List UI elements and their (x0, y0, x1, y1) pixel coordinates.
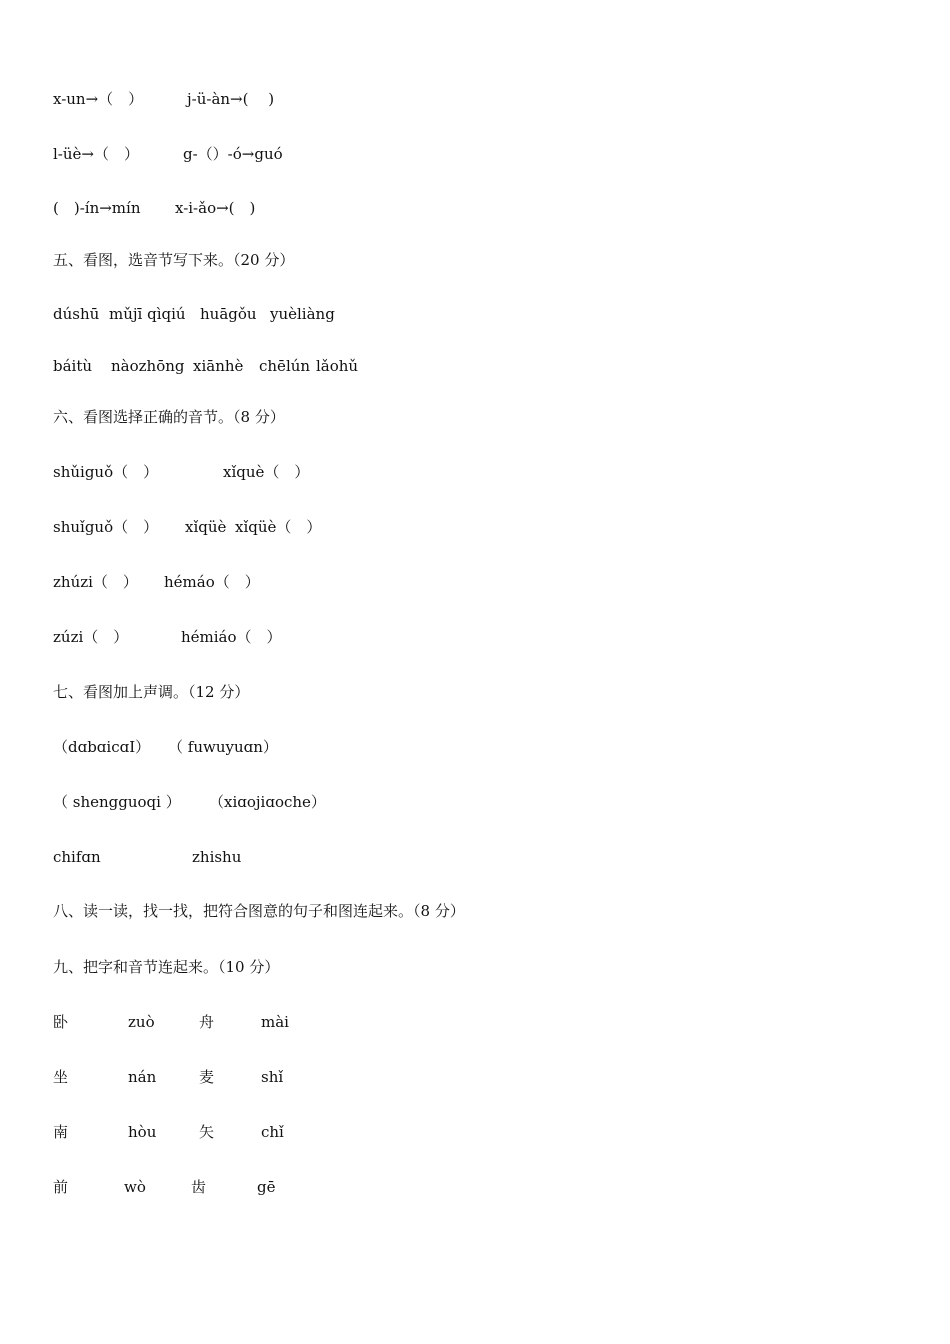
choice-item: shuǐguǒ（ ） (53, 518, 159, 536)
hanzi-char: 前 (53, 1178, 69, 1196)
section-seven-title: 七、看图加上声调。（12 分） (53, 683, 250, 701)
choice-item: shǔiguǒ（ ） (53, 463, 159, 481)
pinyin-syllable: wò (124, 1178, 146, 1196)
pinyin-syllable: nán (128, 1068, 157, 1086)
section-five-title: 五、看图，选音节写下来。（20 分） (53, 251, 295, 269)
pinyin-spell-row-3 (53, 197, 256, 219)
spell-item: x-i-ǎo→( ) (175, 199, 256, 217)
section-six-row-2 (53, 516, 322, 538)
choice-item: xǐquè（ ） (223, 463, 310, 481)
tone-item: zhishu (192, 848, 242, 866)
hanzi-char: 齿 (191, 1178, 207, 1196)
section-five-row-2 (53, 355, 359, 377)
pinyin-word: chēlún (259, 357, 311, 375)
section-six-row-4 (53, 626, 282, 648)
section-six-row-1 (53, 461, 310, 483)
section-six-title: 六、看图选择正确的音节。（8 分） (53, 408, 285, 426)
tone-item: （ shengguoqi ） (53, 793, 181, 811)
spell-item: x-un→（ ） (53, 90, 144, 108)
pinyin-word: xiānhè (193, 357, 244, 375)
pinyin-word: huāgǒu (200, 305, 257, 323)
choice-item: xǐqüè（ ） (235, 518, 322, 536)
match-row (53, 1011, 289, 1033)
tone-item: （xiɑojiɑoche） (209, 793, 326, 811)
match-row (53, 1176, 276, 1198)
hanzi-char: 南 (53, 1123, 69, 1141)
tone-item: （ fuwuyuɑn） (168, 738, 278, 756)
pinyin-syllable: mài (261, 1013, 289, 1031)
pinyin-syllable: shǐ (261, 1068, 284, 1086)
pinyin-word: dúshū (53, 305, 100, 323)
pinyin-syllable: zuò (128, 1013, 155, 1031)
choice-item: hémáo（ ） (164, 573, 260, 591)
choice-item: xǐqüè (185, 518, 227, 536)
section-six-row-3 (53, 571, 260, 593)
pinyin-spell-row-2 (53, 143, 283, 165)
pinyin-syllable: gē (257, 1178, 276, 1196)
choice-item: zúzi（ ） (53, 628, 129, 646)
hanzi-char: 舟 (199, 1013, 215, 1031)
pinyin-spell-row-1 (53, 88, 275, 110)
spell-item: j-ü-àn→( ) (187, 90, 275, 108)
pinyin-word: báitù (53, 357, 93, 375)
pinyin-syllable: chǐ (261, 1123, 284, 1141)
section-eight-title: 八、读一读，找一找，把符合图意的句子和图连起来。（8 分） (53, 902, 465, 920)
pinyin-word: yuèliàng (270, 305, 335, 323)
section-seven-row-2 (53, 791, 326, 813)
pinyin-word: nàozhōng (111, 357, 185, 375)
pinyin-word: mǔjī qìqiú (109, 305, 186, 323)
tone-item: chifɑn (53, 848, 101, 866)
match-row (53, 1121, 284, 1143)
spell-item: g-（）-ó→guó (183, 145, 283, 163)
tone-item: （dɑbɑicɑI） (53, 738, 151, 756)
pinyin-syllable: hòu (128, 1123, 157, 1141)
spell-item: ( )-ín→mín (53, 199, 141, 217)
section-five-row-1 (53, 303, 335, 325)
hanzi-char: 矢 (199, 1123, 215, 1141)
match-row (53, 1066, 284, 1088)
choice-item: zhúzi（ ） (53, 573, 138, 591)
section-seven-row-1 (53, 736, 278, 758)
spell-item: l-üè→（ ） (53, 145, 139, 163)
section-seven-row-3 (53, 846, 242, 868)
hanzi-char: 坐 (53, 1068, 69, 1086)
pinyin-word: lǎohǔ (316, 357, 359, 375)
hanzi-char: 麦 (199, 1068, 215, 1086)
hanzi-char: 卧 (53, 1013, 69, 1031)
section-nine-title: 九、把字和音节连起来。（10 分） (53, 958, 280, 976)
choice-item: hémiáo（ ） (181, 628, 282, 646)
